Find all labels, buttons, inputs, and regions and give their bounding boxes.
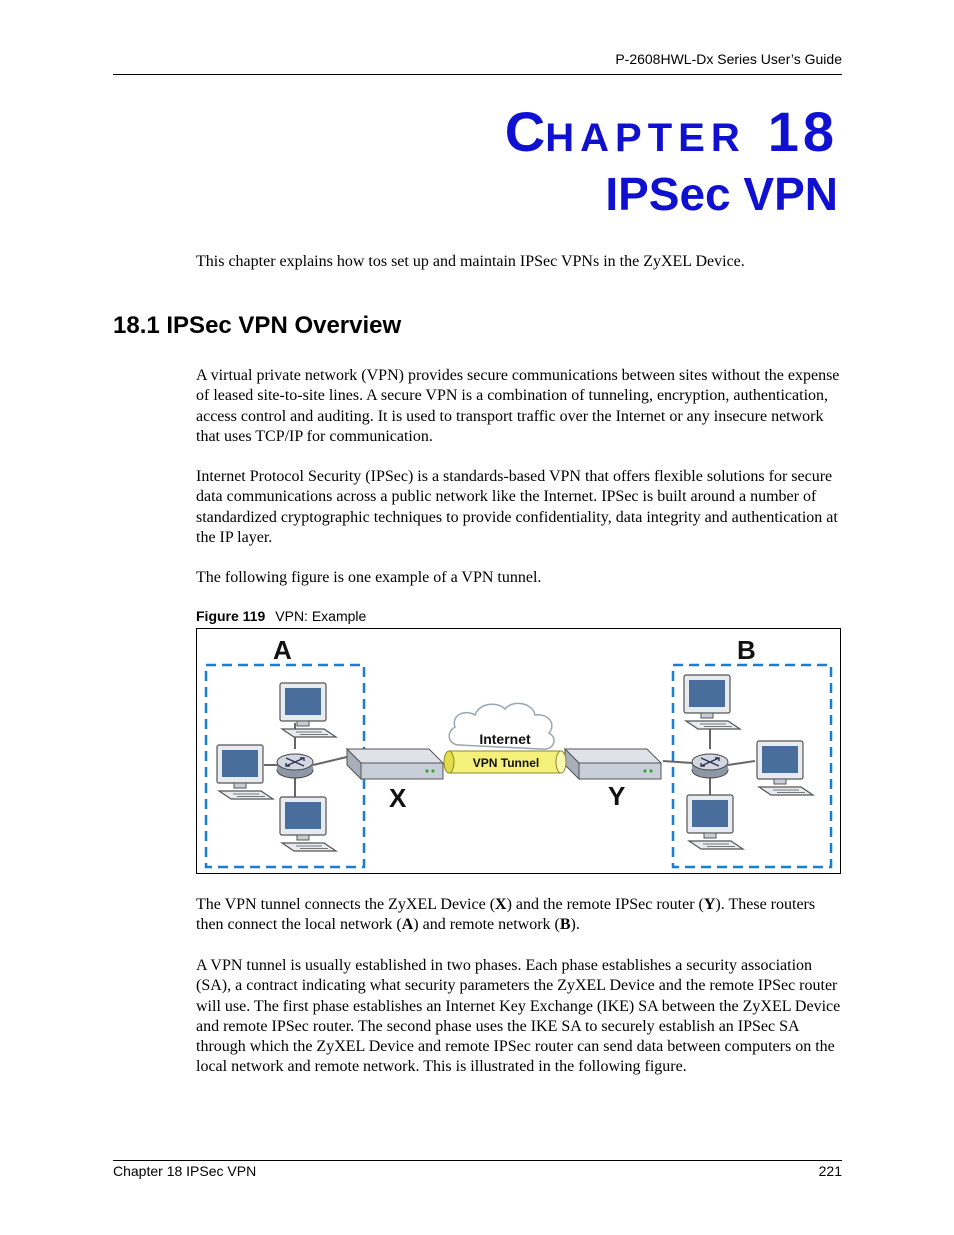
figure-caption — [196, 608, 366, 624]
bold-b: B — [559, 916, 571, 934]
chapter-number: 18 — [767, 100, 838, 163]
vpn-device-icon — [347, 749, 443, 779]
computer-icon — [217, 745, 273, 799]
router-icon — [277, 754, 313, 778]
text-run: ). — [570, 916, 580, 934]
paragraph-figure-intro: The following figure is one example of a VPN tunnel. — [196, 569, 542, 586]
vpn-diagram — [197, 629, 840, 873]
cloud-label: Internet — [479, 731, 531, 747]
chapter-label-rest: HAPTER — [545, 116, 746, 160]
text-run: The VPN tunnel connects the ZyXEL Device ( — [196, 896, 496, 913]
paragraph-vpn-definition: A virtual private network (VPN) provides secure communications between sites without the expense of leased site-to-site lines. A secure VPN is a combination of tunneling, encryption, authentication, access control and auditing. It is used to transport traffic over the Internet or any insecure network that uses TCP/IP for communication. — [196, 367, 840, 445]
chapter-title: IPSec VPN — [605, 168, 838, 220]
network-a-label: A — [273, 635, 292, 665]
intro-paragraph: This chapter explains how tos set up and maintain IPSec VPNs in the ZyXEL Device. — [196, 253, 745, 270]
figure-caption-text: VPN: Example — [275, 608, 367, 624]
figure-vpn-example — [196, 628, 841, 874]
footer-rule — [113, 1160, 842, 1161]
computer-icon — [280, 683, 336, 737]
text-run: ) and remote network ( — [413, 916, 560, 934]
device-x-label: X — [389, 783, 407, 813]
vpn-device-icon — [565, 749, 661, 779]
tunnel-label: VPN Tunnel — [472, 756, 540, 770]
bold-x: X — [495, 896, 507, 913]
running-header: P-2608HWL-Dx Series User’s Guide — [615, 51, 842, 67]
computer-icon — [757, 741, 813, 795]
figure-number: Figure 119 — [196, 608, 266, 624]
bold-y: Y — [703, 896, 716, 913]
computer-icon — [687, 795, 743, 849]
footer-page-number: 221 — [818, 1163, 842, 1179]
computer-icon — [280, 797, 336, 851]
computer-icon — [684, 675, 740, 729]
paragraph-tunnel-connects — [196, 895, 846, 936]
header-rule — [113, 74, 842, 75]
text-run: ). These routers then connect the local network ( — [196, 896, 816, 934]
bold-a: A — [401, 916, 414, 934]
section-heading: 18.1 IPSec VPN Overview — [113, 312, 402, 339]
text-run: ) and the remote IPSec router ( — [506, 896, 704, 913]
router-icon — [692, 754, 728, 778]
paragraph-ipsec-definition: Internet Protocol Security (IPSec) is a standards-based VPN that offers flexible solutions for secure data communications across a public network like the Internet. IPSec is built around a number of standardized cryptographic techniques to provide confidentiality, data integrity and authentication at the IP layer. — [196, 468, 838, 546]
device-y-label: Y — [608, 781, 626, 811]
network-b-label: B — [737, 635, 756, 665]
footer-chapter-ref: Chapter 18 IPSec VPN — [113, 1163, 257, 1179]
paragraph-two-phases: A VPN tunnel is usually established in two phases. Each phase establishes a security association (SA), a contract indicating what security parameters the ZyXEL Device and the remote IPSec router will use. The first phase establishes an Internet Key Exchange (IKE) SA between the ZyXEL Device and remote IPSec router. The second phase uses the IKE SA to securely establish an IPSec SA through which the ZyXEL Device and remote IPSec router can send data between computers on the local network and remote network. This is illustrated in the following figure. — [196, 957, 841, 1076]
chapter-label-initial: C — [504, 100, 546, 163]
chapter-label — [300, 98, 838, 172]
